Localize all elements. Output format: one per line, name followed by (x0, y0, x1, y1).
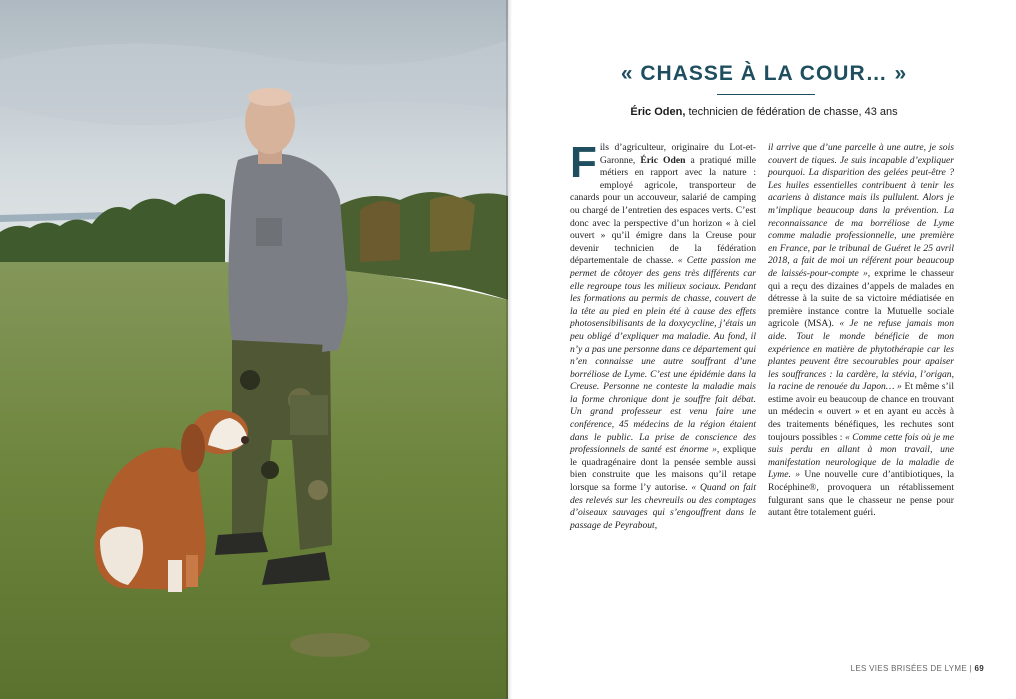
text-run: , explique le quadragénaire dont la pensée semble aussi bien construite que les maisons qu’il retape lorsque sa forme l’y autorise. (570, 444, 756, 494)
article-column-1 (570, 138, 757, 532)
text-run: a pratiqué mille métiers en rapport avec la nature : employé agricole, transporteur de canards pour un accouveur, salarié de camping ou chargé de l’entretien des espaces verts. C’est donc avec la perspective d’un horizon « à ciel ouvert » qu’il émigre dans la Creuse pour devenir technicien de la fédération départementale de chasse. (570, 154, 757, 267)
page-gutter (506, 0, 512, 699)
footer-separator: | (969, 664, 972, 673)
text-run: « Quand on fait des relevés sur les chevreuils ou des comptages d’oiseaux sauvages qui s’engouffrent dans le passage de Peyrabout, (570, 482, 757, 531)
column-2-text (768, 142, 954, 518)
text-run: Une nouvelle cure d’antibiotiques, la Rocéphine®, provoquera un rétablissement fulgurant sans que le chasseur ne pense pour autant être totalement guéri. (768, 469, 954, 519)
text-run: Et même s’il estime avoir eu beaucoup de chance en trouvant un médecin « ouvert » et en ayant eu accès à des traitements bénéfiques, les rechutes sont toujours possibles : (768, 381, 954, 443)
page-footer (851, 664, 984, 673)
column-1-text (570, 138, 757, 531)
man-torso (228, 153, 348, 352)
text-run: « Cette passion me permet de côtoyer des gens très différents car elle regroupe tous les milieux sociaux. Pendant les formations au permis de chasse, couvert de la tête au pied en plein été à cause des effets photosensibilisants de la doxycycline, j’étais un peu obligé d’expliquer ma maladie. Au fond, il n’y a pas une personne dans ce département qui n’en connaisse une autre souffrant d’une borréliose de Lyme. C’est une épidémie dans la Creuse. Personne ne conteste la maladie mais la forme chronique dont je souffre fait débat. Un grand professeur est venu faire une conférence, 45 médecins de la région étaient dans le public. La prise de conscience des professionnels de santé est énorme » (570, 255, 756, 456)
drop-cap: F (570, 138, 597, 187)
page-number: 69 (974, 664, 984, 673)
text-run: , exprime le chasseur qui a reçu des dizaines d’appels de malades en détresse à la suite de sa victoire médiatisée en première instance contre la Mutuelle sociale agricole (MSA). (768, 267, 954, 330)
byline-role: technicien de fédération de chasse, 43 ans (688, 106, 898, 118)
title-underline (717, 94, 815, 95)
text-run: il arrive que d’une parcelle à une autre, je sois couvert de tiques. Je suis incapable d’expliquer pourquoi. La disparition des gelées peut-être ? Les huiles essentielles contribuent à tenir les acariens à distance mais ils pullulent. Alors je m’implique beaucoup dans la prévention. La reconnaissance de ma borréliose de Lyme comme maladie professionnelle, une première en France, par le tribunal de Guéret le 25 avril 2018, a fait de moi un référent pour beaucoup de laissés-pour-compte » (768, 142, 954, 279)
text-run: « Comme cette fois où je me suis perdu en allant à mon travail, une manifestation neurologique de la maladie de Lyme. » (768, 431, 954, 481)
running-title: LES VIES BRISÉES DE LYME (850, 664, 968, 673)
article-title: « CHASSE À LA COUR… » (620, 62, 908, 85)
text-run: « Je ne refuse jamais mon aide. Tout le monde bénéficie de mon expérience en matière de phytothérapie car les plantes peuvent être secourables pour apaiser les souffrances : la cardère, la stévia, l’origan, la racine de renouée du Japon… » (768, 318, 954, 393)
article-column-2 (768, 142, 954, 520)
byline (512, 106, 1016, 118)
text-run: ils d’agriculteur, originaire du Lot-et-Garonne, (599, 142, 756, 166)
text-run: Éric Oden (640, 154, 686, 166)
byline-name: Éric Oden, (630, 106, 686, 118)
